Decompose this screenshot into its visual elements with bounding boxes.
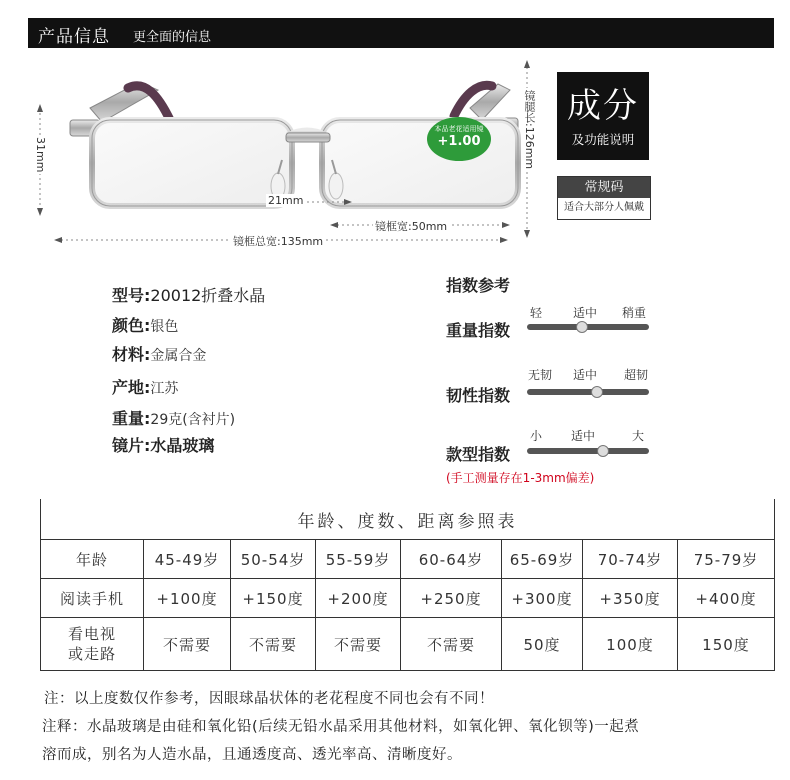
spec-key: 颜色: — [112, 316, 151, 335]
table-cell: 45-49岁 — [144, 540, 231, 579]
table-row — [41, 579, 775, 618]
table-cell: 不需要 — [316, 618, 401, 671]
table-caption: 年龄、度数、距离参照表 — [41, 499, 775, 540]
table-row — [41, 618, 775, 671]
spec-model — [112, 283, 265, 306]
table-cell: 70-74岁 — [583, 540, 678, 579]
badge-subtitle: 及功能说明 — [571, 132, 635, 147]
note-line-3: 溶而成，别名为人造水晶，且通透度高、透光率高、清晰度好。 — [42, 747, 462, 763]
spec-value: 20012折叠水晶 — [150, 286, 266, 305]
index-label-mid: 适中 — [573, 306, 598, 320]
index-marker — [591, 386, 603, 398]
measurement-note: (手工测量存在1-3mm偏差) — [446, 471, 595, 485]
size-code-box — [557, 176, 651, 220]
table-cell: 55-59岁 — [316, 540, 401, 579]
spec-key: 产地: — [112, 378, 151, 397]
index-section-title: 指数参考 — [446, 276, 511, 295]
reference-table — [40, 499, 775, 671]
table-cell: 60-64岁 — [401, 540, 502, 579]
index-name-style: 款型指数 — [446, 445, 511, 464]
bridge-width-label: 21mm — [268, 194, 304, 207]
spec-value: 金属合金 — [150, 348, 207, 364]
section-header — [28, 18, 774, 48]
spec-value: 银色 — [150, 319, 179, 335]
total-width-label: 镜框总宽:135mm — [233, 235, 324, 248]
section-title: 产品信息 — [38, 27, 110, 47]
table-cell: 看电视 或走路 — [41, 618, 144, 671]
index-track — [527, 324, 649, 330]
spec-lens — [112, 433, 214, 456]
table-cell: 100度 — [583, 618, 678, 671]
index-label-low: 轻 — [530, 306, 543, 320]
composition-badge — [557, 72, 649, 160]
table-cell: 年龄 — [41, 540, 144, 579]
section-subtitle: 更全面的信息 — [133, 30, 212, 45]
sticker-power: +1.00 — [437, 134, 481, 149]
lens-power-sticker — [427, 117, 491, 161]
table-cell: 不需要 — [231, 618, 316, 671]
badge-title: 成分 — [567, 86, 639, 126]
note-line-2: 注释：水晶玻璃是由硅和氧化铅(后续无铅水晶采用其他材料，如氧化钾、氧化钡等)一起煮 — [42, 719, 640, 735]
spec-key: 型号: — [112, 286, 151, 305]
index-label-mid: 适中 — [573, 368, 598, 382]
table-cell: +300度 — [502, 579, 583, 618]
table-cell: 50度 — [502, 618, 583, 671]
index-track — [527, 448, 649, 454]
reference-table-wrap — [40, 499, 774, 671]
index-track — [527, 389, 649, 395]
index-marker — [597, 445, 609, 457]
index-label-high: 大 — [632, 429, 645, 443]
spec-value: 江苏 — [150, 381, 179, 397]
spec-origin — [112, 375, 178, 398]
index-marker — [576, 321, 588, 333]
lens-width-label: 镜框宽:50mm — [375, 220, 448, 233]
note-line-1: 注：以上度数仅作参考，因眼球晶状体的老花程度不同也会有不同！ — [44, 691, 494, 707]
index-label-high: 超韧 — [624, 368, 649, 382]
spec-value: 水晶玻璃 — [150, 436, 215, 455]
index-name-weight: 重量指数 — [446, 321, 511, 340]
table-cell: +400度 — [678, 579, 775, 618]
table-cell: 不需要 — [401, 618, 502, 671]
index-label-high: 稍重 — [622, 306, 647, 320]
temple-length-label: 镜腿长:126mm — [523, 90, 536, 170]
size-code-desc: 适合大部分人佩戴 — [564, 202, 644, 213]
table-cell: 不需要 — [144, 618, 231, 671]
spec-material — [112, 342, 206, 365]
spec-key: 材料: — [112, 345, 151, 364]
spec-color — [112, 313, 178, 336]
table-cell: 50-54岁 — [231, 540, 316, 579]
height-label: 31mm — [34, 137, 47, 173]
table-cell: 65-69岁 — [502, 540, 583, 579]
table-cell: +150度 — [231, 579, 316, 618]
spec-weight — [112, 406, 235, 429]
table-cell: +100度 — [144, 579, 231, 618]
table-cell: 阅读手机 — [41, 579, 144, 618]
index-name-toughness: 韧性指数 — [446, 386, 511, 405]
table-row — [41, 540, 775, 579]
table-cell: 75-79岁 — [678, 540, 775, 579]
table-cell: +250度 — [401, 579, 502, 618]
size-code-title: 常规码 — [558, 177, 650, 198]
spec-value: 29克(含衬片) — [150, 412, 236, 428]
table-cell: +350度 — [583, 579, 678, 618]
spec-key: 重量: — [112, 409, 151, 428]
index-label-low: 无韧 — [528, 368, 553, 382]
index-label-low: 小 — [530, 429, 543, 443]
sticker-text: 本品老花适用镜 — [434, 125, 484, 133]
table-cell: 150度 — [678, 618, 775, 671]
table-cell: +200度 — [316, 579, 401, 618]
spec-key: 镜片: — [112, 436, 151, 455]
index-label-mid: 适中 — [571, 429, 596, 443]
